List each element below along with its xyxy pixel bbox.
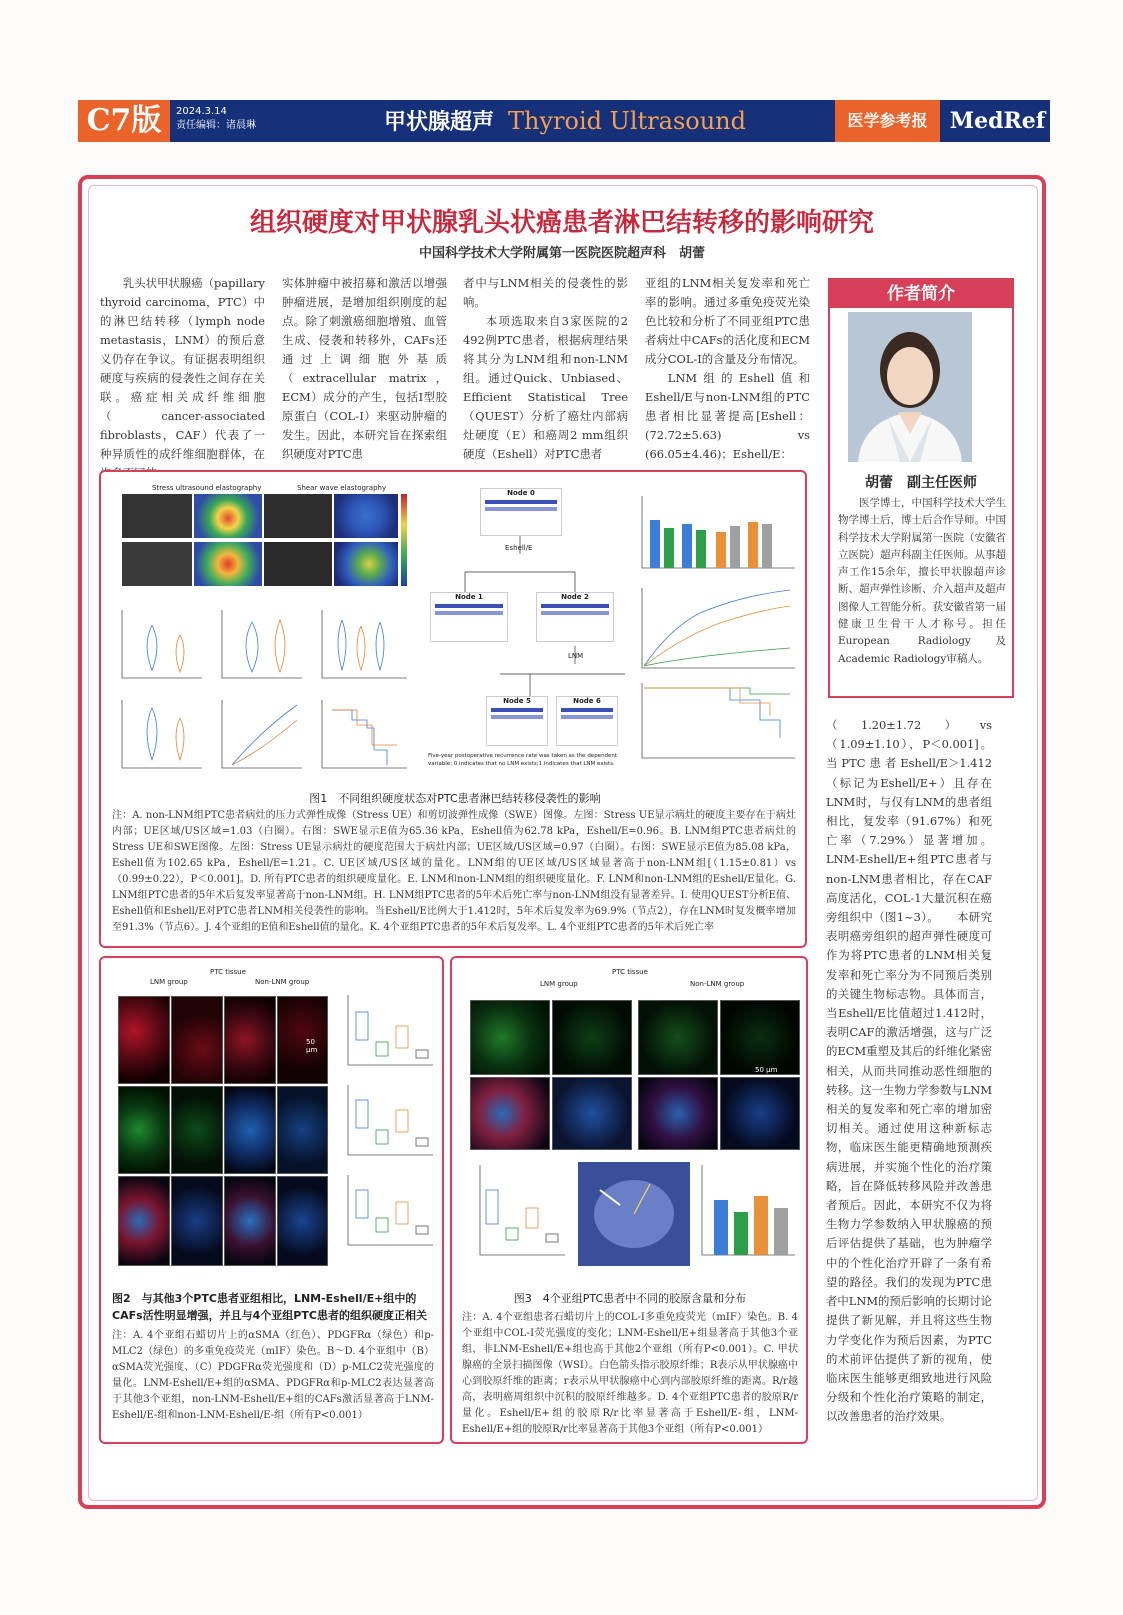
tree-node-0-label: Node 0 xyxy=(507,489,535,497)
tree-node-2 xyxy=(536,592,614,642)
article-byline: 中国科学技术大学附属第一医院医院超声科 胡蕾 xyxy=(418,246,705,261)
fig2-img-asma-2 xyxy=(171,996,223,1084)
col4-para-1: 亚组的LNM相关复发率和死亡率的影响。通过多重免疫荧光染色比较和分析了不同亚组PTC患者病灶中CAFs的活化度和ECM成分COL-Ⅰ的含量及分布情况。 xyxy=(645,276,810,366)
fig3-bottom-plots xyxy=(470,1160,800,1270)
tree-node-6-label: Node 6 xyxy=(573,697,601,705)
fig2-img-pdgfr-4 xyxy=(277,1086,328,1174)
fig1-colorbar xyxy=(401,494,407,586)
fig1-us-image-a1 xyxy=(122,494,192,538)
tree-node-0 xyxy=(480,488,562,536)
fig2-img-pdgfr-2 xyxy=(171,1086,223,1174)
author-box-title: 作者简介 xyxy=(830,280,1012,308)
fig3-img-merge-4 xyxy=(720,1077,800,1150)
fig1-small-plots xyxy=(112,600,412,785)
fig2-scale-bar: 50 μm xyxy=(306,1038,318,1054)
fig2-img-pdgfr-1 xyxy=(118,1086,170,1174)
fig1-elasto-image-b2 xyxy=(194,542,262,586)
col3-para-2: 本项选取来自3家医院的2 492例PTC患者，根据病理结果将其分为LNM组和non-LNM组。通过Quick、Unbiased、Efficient Statistical Tree（QUEST）分析了癌灶内部病灶硬度（E）和癌周2 mm组织硬度（Eshell）对PTC患者 xyxy=(463,314,628,461)
author-name: 胡蕾 副主任医师 xyxy=(865,475,977,491)
fig1-label-stress: Stress ultrasound elastography xyxy=(152,484,262,492)
figure-2-caption: 图2 与其他3个PTC患者亚组相比，LNM-Eshell/E+组中的CAFs活性明显增强，并且与4个亚组PTC患者的组织硬度正相关 xyxy=(112,1292,427,1322)
fig3-img-merge-1 xyxy=(470,1077,550,1150)
tree-split-2: LNM xyxy=(568,652,584,660)
fig1-right-plots xyxy=(630,488,800,773)
right-column-text: （1.20±1.72）vs（1.09±1.10），P＜0.001]。当PTC患者Eshell/E＞1.412（标记为Eshell/E+）且存在LNM时，与仅有LNM的患者组相比，复发率（91.67%）和死亡率（7.29%）显著增加。LNM-Eshell/E+组PTC患者与non-LNM患者相比，存在CAF高度活化，COL-1大量沉积在癌旁组织中（图1~3）。 本研究表明癌旁组织的超声弹性硬度可作为将PTC患者的LNM相关复发率和死亡率分为不同预后类别的关键生物标志物。具体而言，当Eshell/E比值超过1.412时，表明CAF的激活增强，这与广泛的ECM重塑及其后的纤维化紧密相关，从而共同推动恶性细胞的转移。这一生物力学参数与LNM相关的复发率和死亡率的增加密切相关。通过使用这种新标志物，临床医生能更精确地预测疾病进展，并实施个性化的治疗策略，旨在降低转移风险并改善患者预后。因此，本研究不仅为将生物力学参数纳入甲状腺癌的预后评估提供了基础，也为肿瘤学中的个性化治疗开辟了一条有希望的路径。我们的发现为PTC患者中LNM的预后影响的长期讨论提供了新见解，并且将这些生物力学变化作为预后因素，为PTC的术前评估提供了新的视角，使临床医生能够更细致地进行风险分级和个性化治疗策略的制定，以改善患者的治疗效果。 xyxy=(826,718,992,1424)
fig3-img-col-2 xyxy=(552,1000,632,1075)
tree-node-5-label: Node 5 xyxy=(503,697,531,705)
fig2-img-pdgfr-3 xyxy=(224,1086,276,1174)
fig2-boxplots xyxy=(338,990,438,1270)
fig3-img-merge-2 xyxy=(552,1077,632,1150)
tree-node-1-label: Node 1 xyxy=(455,593,483,601)
fig1-swe-image-b4 xyxy=(334,542,398,586)
header-meta xyxy=(176,105,256,133)
col3-para-1: 者中与LNM相关的侵袭性的影响。 xyxy=(463,276,628,309)
body-column-1: 乳头状甲状腺癌（papillary thyroid carcinoma，PTC）中的淋巴结转移（lymph node metastasis，LNM）的预后意义仍存在争议。有证据表明组织硬度与疾病的侵袭性之间存在关联。癌症相关成纤维细胞（cancer-associated fibroblasts，CAF）代表了一种异质性的成纤维细胞群体，在 xyxy=(100,276,265,461)
fig2-img-pmlc-4 xyxy=(277,1176,328,1266)
fig3-scale-bar: 50 μm xyxy=(755,1066,778,1074)
tree-node-1 xyxy=(430,592,508,642)
fig1-ultrasound-panels xyxy=(112,484,412,594)
section-title-cn: 甲状腺超声 xyxy=(384,109,495,135)
tree-footnote: Five-year postoperative recurrence rate was taken as the dependent variable; 0 indicates that no LNM exists;1 indicates that LNM exists. xyxy=(428,753,618,767)
fig2-img-asma-3 xyxy=(224,996,276,1084)
fig2-group2-label: Non-LNM group xyxy=(255,978,310,986)
article-title: 组织硬度对甲状腺乳头状癌患者淋巴结转移的影响研究 xyxy=(249,208,874,238)
tree-node-5 xyxy=(486,696,548,746)
edition-badge: C7版 xyxy=(78,100,170,142)
figure-1-note: 注：A. non-LNM组PTC患者病灶的压力式弹性成像（Stress UE）和剪切波弹性成像（SWE）图像。左图：Stress UE显示病灶的硬度主要存在于病灶内部；UE区域/US区域=1.03（白圈）。右图：SWE显示E值为65.36 kPa，Eshell值为62.78 kPa，Eshell/E=0.96。B. LNM组PTC患者病灶的Stress UE和SWE图像。左图：Stress UE显示病灶的硬度范围大于病灶内部；UE区域/US区域=0.97（白圈）。右图：SWE显示E值为85.08 kPa，Eshell值为102.65 kPa，Eshell/E=1.21。C. UE区域/US区域的量化。LNM组的UE区域/US区域显著高于non-LNM组[（1.15±0.81）vs（0.99±0.22），P＜0.001]。D. 所有PTC患者的组织硬度量化。E. LNM和non-LNM组的组织硬度量化。F. LNM和non-LNM组的Eshell/E量化。G. LNM组PTC患者的5年术后复发率显著高于non-LNM组。H. LNM组PTC患者的5年术后死亡率与non-LNM组没有显著差异。I. 使用QUEST分析E值、Eshell值和Eshell/E对PTC患者LNM相关侵袭性的影响。当Eshell/E比例大于1.412时，5年术后复发率为69.9%（节点2），存在LNM时复发概率增加至91.3%（节点6）。J. 4个亚组的E值和Eshell值的量化。K. 4个亚组PTC患者的5年术后复发率。L. 4个亚组PTC患者的5年术后死亡率 xyxy=(112,810,796,933)
tree-node-6 xyxy=(556,696,618,746)
fig1-label-swe: Shear wave elastography xyxy=(297,484,387,492)
body-column-2: 实体肿瘤中被招募和激活以增强肿瘤进展，是增加组织刚度的起点。除了刺激癌细胞增殖、血管生成、侵袭和转移外，CAFs还通过上调细胞外基质（extracellular matrix，ECM）成分的产生，包括Ⅰ型胶原蛋白（COL-Ⅰ）来驱动肿瘤的发生。因此，本研究旨在探索组织硬度对PTC患 xyxy=(282,276,447,461)
figure-2-note: 注：A. 4个亚组石蜡切片上的αSMA（红色）、PDGFRα（绿色）和p-MLC2（绿色）的多重免疫荧光（mIF）染色。B～D. 4个亚组中（B）αSMA荧光强度、（C）PDGFRα荧光强度和（D）p-MLC2荧光强度的量化。LNM-Eshell/E+组的αSMA、PDGFRα和p-MLC2表达显著高于其他3个亚组，non-LNM-Eshell/E+组的CAFs激活显著高于LNM-Eshell/E-组和non-LNM-Eshell/E-组（所有P<0.001） xyxy=(112,1330,434,1421)
fig2-group1-label: LNM group xyxy=(150,978,188,986)
fig3-group1-label: LNM group xyxy=(540,980,578,988)
editor-credit: 责任编辑：诸晨琳 xyxy=(176,120,256,131)
author-bio: 医学博士，中国科学技术大学生物学博士后，博士后合作导师。中国科学技术大学附属第一医院（安徽省立医院）超声科副主任医师。从事超声工作15余年，擅长甲状腺超声诊断、超声弹性诊断、介入超声及超声图像人工智能分析。获安徽省第一届健康卫生骨干人才称号。担任European Radiology及Academic Radiology审稿人。 xyxy=(838,497,1006,665)
brand-en: MedRef xyxy=(949,108,1046,134)
fig1-elasto-image-a2 xyxy=(194,494,262,538)
fig1-decision-tree xyxy=(420,484,625,774)
fig3-img-col-4 xyxy=(720,1000,800,1075)
fig2-img-pmlc-2 xyxy=(171,1176,223,1266)
fig1-us-image-b1 xyxy=(122,542,192,586)
tree-node-2-label: Node 2 xyxy=(561,593,589,601)
fig3-img-col-1 xyxy=(470,1000,550,1075)
fig3-img-merge-3 xyxy=(638,1077,718,1150)
body-column-4 xyxy=(645,274,810,464)
fig3-tissue-label: PTC tissue xyxy=(612,968,648,976)
section-title xyxy=(300,100,830,142)
figure-3-note: 注：A. 4个亚组患者石蜡切片上的COL-Ⅰ多重免疫荧光（mIF）染色。B. 4个亚组中COL-Ⅰ荧光强度的变化；LNM-Eshell/E+组显著高于其他3个亚组，非LNM-Eshell/E+组也高于其他2个亚组（所有P<0.001）。C. 甲状腺癌的全景扫描图像（WSI）。白色箭头指示胶原纤维；R表示从甲状腺癌中心到胶原纤维的距离；r表示从甲状腺癌中心到内部胶原纤维的距离。R/r越高，表明癌周组织中沉积的胶原纤维越多。D. 4个亚组PTC患者的胶原R/r量化。Eshell/E+组的胶原R/r比率显著高于Eshell/E-组，LNM-Eshell/E+组的胶原R/r比率显著高于其他3个亚组（所有P<0.001） xyxy=(462,1312,798,1435)
fig3-img-col-3 xyxy=(638,1000,718,1075)
fig2-micrograph-grid xyxy=(118,996,328,1266)
author-photo xyxy=(848,312,972,462)
fig3-group2-label: Non-LNM group xyxy=(690,980,745,988)
section-title-en: Thyroid Ultrasound xyxy=(508,107,746,135)
fig2-img-pmlc-1 xyxy=(118,1176,170,1266)
brand-cn: 医学参考报 xyxy=(835,100,940,142)
fig3-micrograph-grid xyxy=(470,1000,800,1150)
issue-date: 2024.3.14 xyxy=(176,106,227,117)
col4-para-2: LNM组的Eshell值和Eshell/E与non-LNM组的PTC患者相比显著提高[Eshell：(72.72±5.63) vs (66.05±4.46)；Eshell/E： xyxy=(645,371,810,461)
fig1-us-image-a3 xyxy=(264,494,332,538)
figure-3-caption: 图3 4个亚组PTC患者中不同的胶原含量和分布 xyxy=(513,1292,747,1305)
figure-1-caption: 图1 不同组织硬度状态对PTC患者淋巴结转移侵袭性的影响 xyxy=(309,792,601,805)
fig2-img-asma-1 xyxy=(118,996,170,1084)
fig1-us-image-b3 xyxy=(264,542,332,586)
body-column-3 xyxy=(463,274,628,464)
fig2-img-pmlc-3 xyxy=(224,1176,276,1266)
fig1-swe-image-a4 xyxy=(334,494,398,538)
fig2-tissue-label: PTC tissue xyxy=(210,968,246,976)
tree-split-1: Eshell/E xyxy=(505,544,533,552)
